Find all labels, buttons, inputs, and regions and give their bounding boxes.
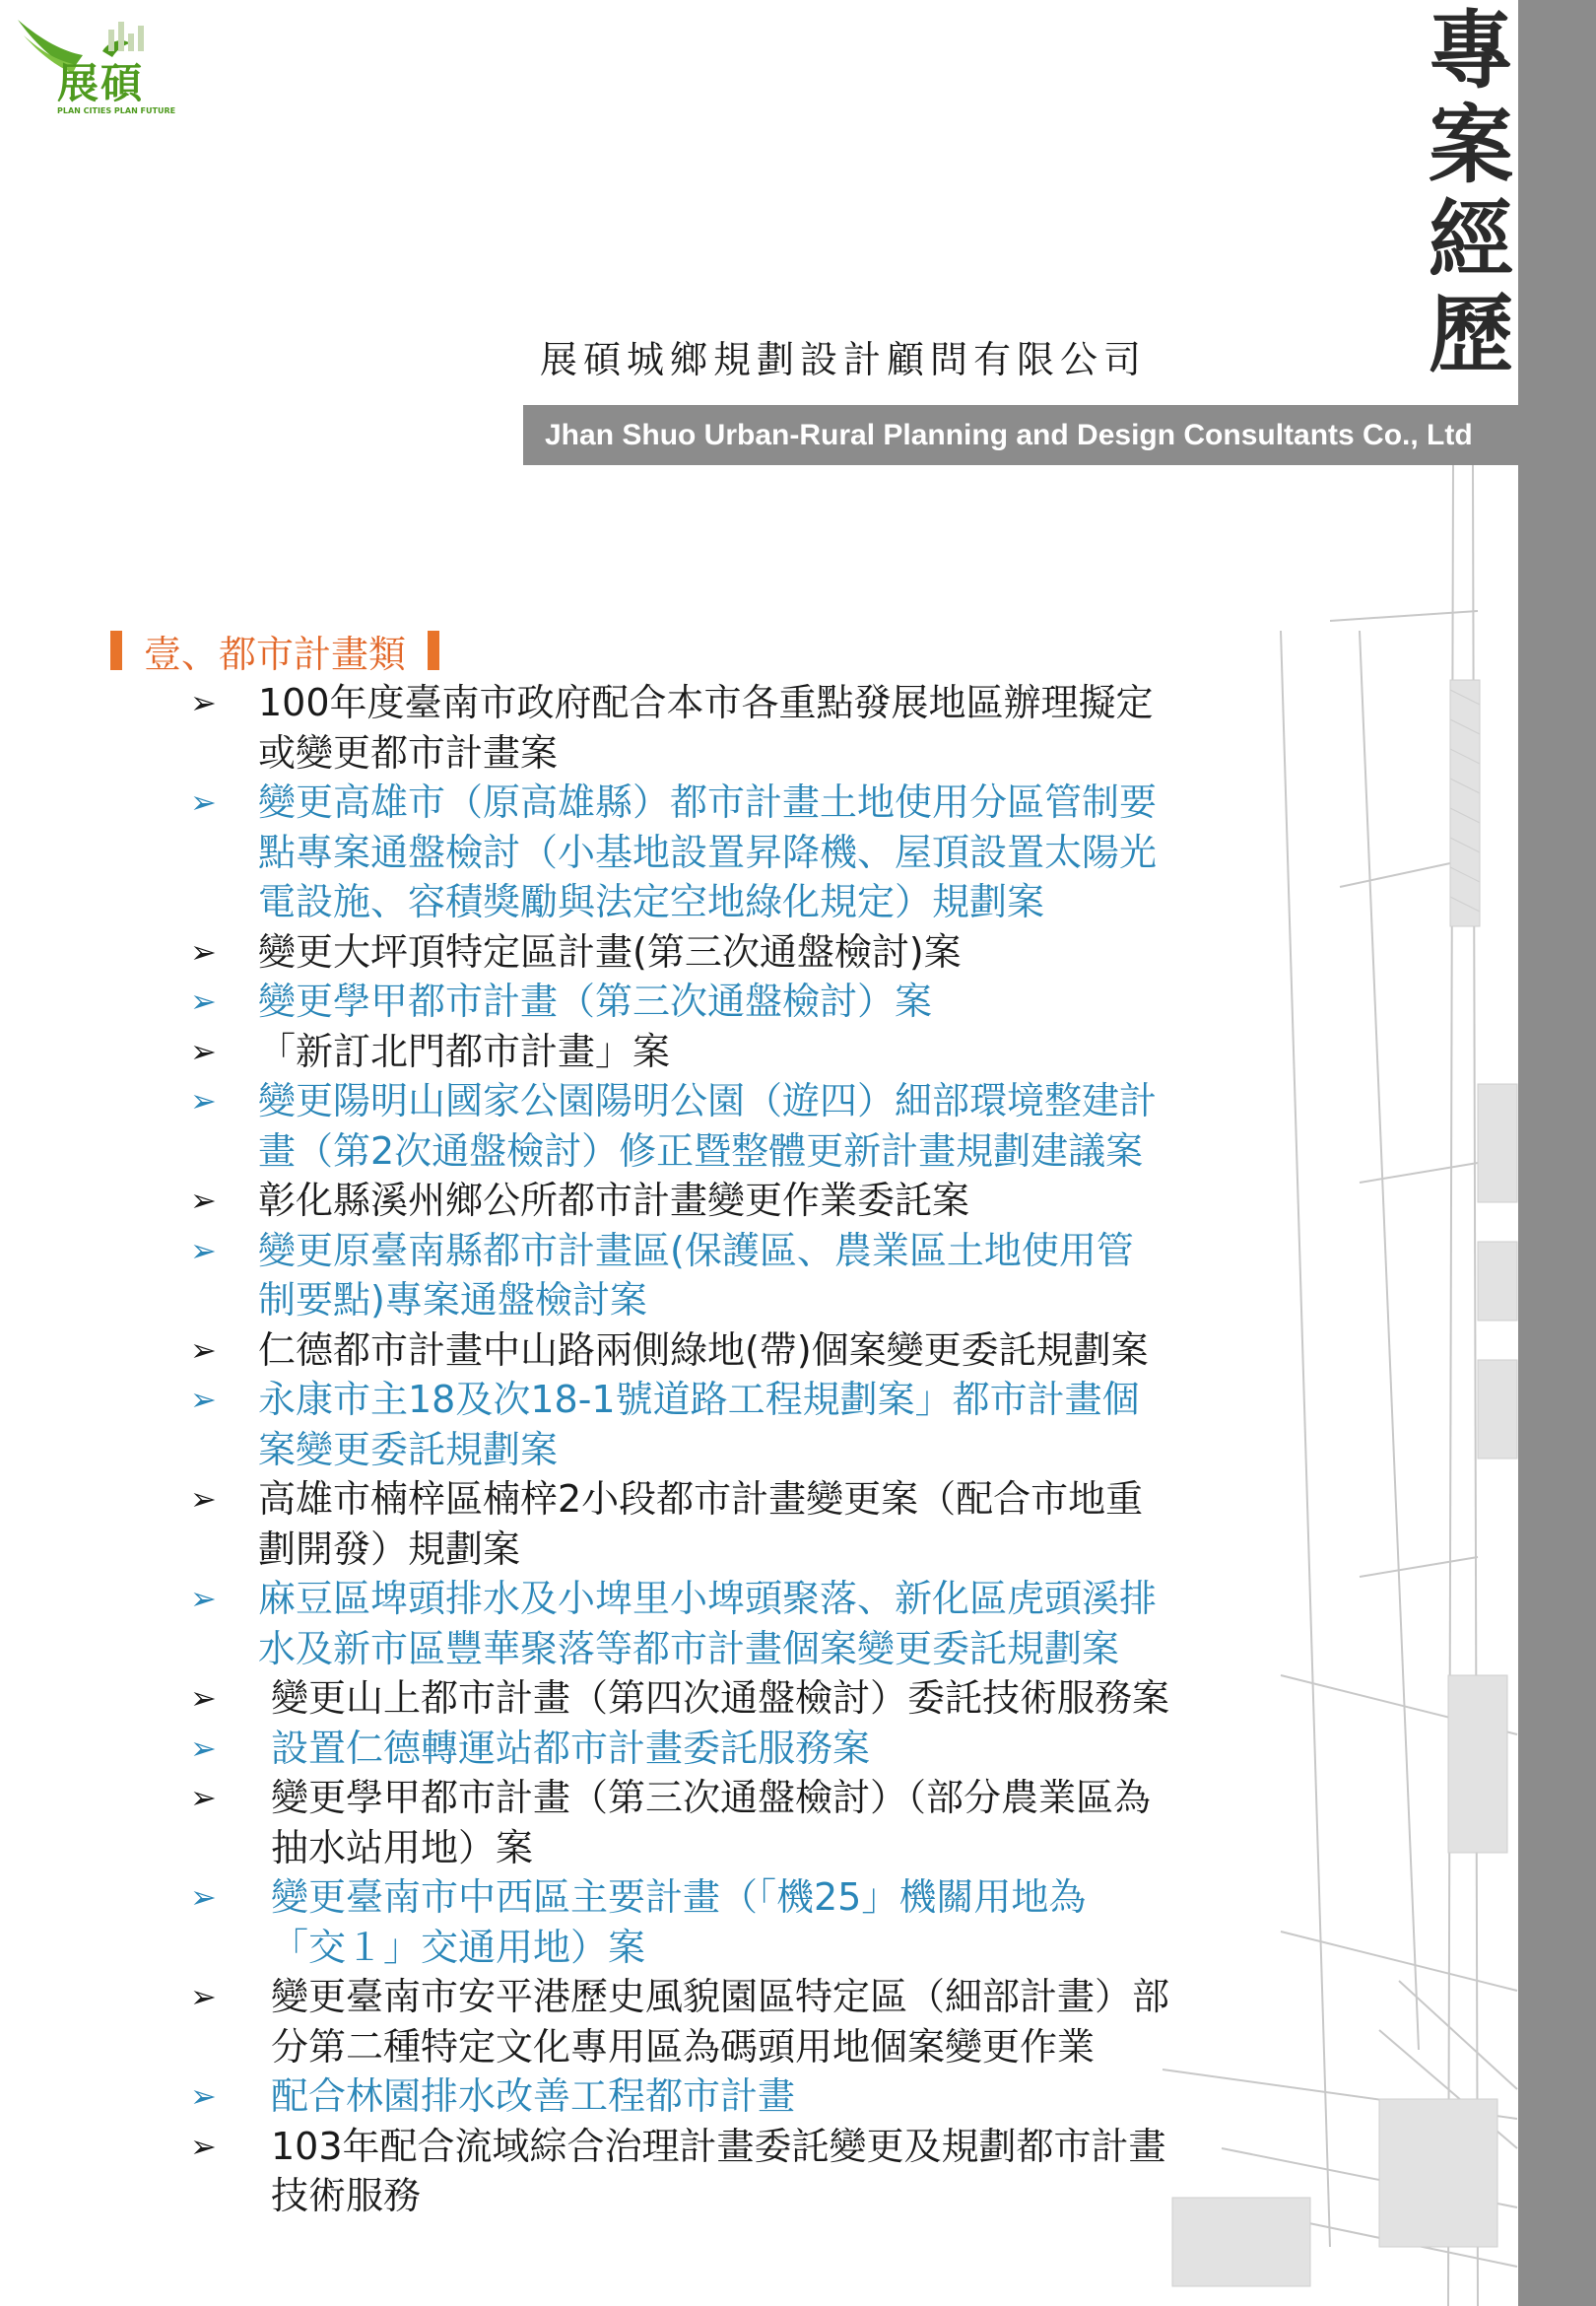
bullet-arrow-icon: ➢ bbox=[190, 983, 217, 1020]
bullet-arrow-icon: ➢ bbox=[190, 932, 217, 971]
logo-text: 展碩 bbox=[57, 59, 145, 107]
section-title: 壹、都市計畫類 bbox=[144, 632, 407, 676]
project-item-line: 變更臺南市中西區主要計畫（「機25」機關用地為 bbox=[271, 1875, 1087, 1919]
project-item bbox=[271, 2122, 1166, 2221]
company-name-en: Jhan Shuo Urban-Rural Planning and Design Consultants Co., Ltd bbox=[545, 419, 1473, 451]
vertical-title-char: 案 bbox=[1429, 96, 1513, 195]
bullet-arrow-icon: ➢ bbox=[190, 1580, 217, 1617]
project-item-line: 畫（第2次通盤檢討）修正暨整體更新計畫規劃建議案 bbox=[258, 1128, 1144, 1173]
project-item-line: 或變更都市計畫案 bbox=[258, 730, 559, 775]
bullet-arrow-icon: ➢ bbox=[190, 1381, 217, 1418]
project-item bbox=[258, 1574, 1157, 1673]
bullet-arrow-icon: ➢ bbox=[190, 1878, 217, 1916]
project-item-line: 變更學甲都市計畫（第三次通盤檢討）（部分農業區為 bbox=[271, 1776, 1152, 1819]
project-item bbox=[258, 1226, 1134, 1325]
bullet-arrow-icon: ➢ bbox=[190, 2127, 217, 2165]
project-item-line: 技術服務 bbox=[271, 2174, 422, 2217]
project-item bbox=[258, 927, 962, 978]
project-item-line: 變更陽明山國家公園陽明公園（遊四）細部環境整建計 bbox=[258, 1079, 1158, 1122]
project-item-line: 電設施、容積獎勵與法定空地綠化規定）規劃案 bbox=[258, 880, 1045, 923]
project-item-line: 案變更委託規劃案 bbox=[258, 1427, 559, 1471]
project-item bbox=[258, 1027, 670, 1077]
vertical-title-char: 歷 bbox=[1429, 285, 1513, 384]
project-item-line: 麻豆區埤頭排水及小埤里小埤頭聚落、新化區虎頭溪排 bbox=[258, 1577, 1158, 1620]
project-item-line: 變更大坪頂特定區計畫(第三次通盤檢討)案 bbox=[258, 929, 962, 974]
bullet-arrow-icon: ➢ bbox=[190, 1978, 217, 2015]
project-item-line: 變更山上都市計畫（第四次通盤檢討）委託技術服務案 bbox=[271, 1676, 1170, 1720]
company-name-zh: 展碩城鄉規劃設計顧問有限公司 bbox=[540, 338, 1148, 381]
bullet-arrow-icon: ➢ bbox=[190, 2077, 217, 2115]
project-item-line: 100年度臺南市政府配合本市各重點發展地區辦理擬定 bbox=[258, 681, 1154, 724]
project-item-line: 點專案通盤檢討（小基地設置昇降機、屋頂設置太陽光 bbox=[258, 830, 1158, 874]
project-item-line: 「交１」交通用地）案 bbox=[271, 1925, 646, 1969]
project-item bbox=[271, 1872, 1086, 1972]
bullet-arrow-icon: ➢ bbox=[190, 1182, 217, 1219]
logo-tagline: PLAN CITIES PLAN FUTURE bbox=[57, 106, 176, 115]
project-item bbox=[271, 1773, 1151, 1872]
project-item-line: 抽水站用地）案 bbox=[271, 1825, 534, 1869]
project-item-line: 彰化縣溪州鄉公所都市計畫變更作業委託案 bbox=[258, 1179, 970, 1222]
bullet-arrow-icon: ➢ bbox=[190, 1679, 217, 1717]
project-item-line: 水及新市區豐華聚落等都市計畫個案變更委託規劃案 bbox=[258, 1626, 1120, 1670]
bullet-arrow-icon: ➢ bbox=[190, 1082, 217, 1119]
bullet-arrow-icon: ➢ bbox=[190, 684, 217, 721]
project-item bbox=[258, 977, 932, 1027]
project-item bbox=[271, 2071, 795, 2122]
project-item-line: 變更臺南市安平港歷史風貌園區特定區（細部計畫）部 bbox=[271, 1975, 1170, 2018]
project-item-line: 仁德都市計畫中山路兩側綠地(帶)個案變更委託規劃案 bbox=[258, 1327, 1149, 1372]
project-item bbox=[258, 1076, 1157, 1176]
project-item-line: 設置仁德轉運站都市計畫委託服務案 bbox=[271, 1726, 871, 1770]
project-item-line: 分第二種特定文化專用區為碼頭用地個案變更作業 bbox=[271, 2024, 1096, 2069]
bullet-arrow-icon: ➢ bbox=[190, 1231, 217, 1269]
project-item-line: 變更高雄市（原高雄縣）都市計畫土地使用分區管制要 bbox=[258, 780, 1158, 824]
project-item-line: 劃開發）規劃案 bbox=[258, 1526, 521, 1571]
project-item-line: 高雄市楠梓區楠梓2小段都市計畫變更案（配合市地重 bbox=[258, 1477, 1144, 1521]
project-item bbox=[258, 678, 1154, 778]
bullet-arrow-icon: ➢ bbox=[190, 1480, 217, 1518]
project-item bbox=[258, 778, 1157, 927]
bullet-arrow-icon: ➢ bbox=[190, 1330, 217, 1369]
bullet-arrow-icon: ➢ bbox=[190, 1779, 217, 1816]
project-item-line: 變更學甲都市計畫（第三次通盤檢討）案 bbox=[258, 980, 933, 1023]
vertical-title-char: 經 bbox=[1429, 190, 1513, 290]
project-item-line: 永康市主18及次18-1號道路工程規劃案」都市計畫個 bbox=[258, 1378, 1140, 1421]
vertical-title-char: 專 bbox=[1429, 1, 1513, 101]
project-item bbox=[258, 1176, 969, 1226]
project-item bbox=[271, 1673, 1169, 1724]
project-item bbox=[258, 1474, 1143, 1574]
bullet-arrow-icon: ➢ bbox=[190, 1729, 217, 1767]
project-item-line: 變更原臺南縣都市計畫區(保護區、農業區土地使用管 bbox=[258, 1228, 1134, 1272]
bullet-arrow-icon: ➢ bbox=[190, 1032, 217, 1070]
project-item-line: 「新訂北門都市計畫」案 bbox=[258, 1029, 671, 1073]
bullet-arrow-icon: ➢ bbox=[190, 783, 217, 821]
project-item-line: 103年配合流域綜合治理計畫委託變更及規劃都市計畫 bbox=[271, 2124, 1166, 2168]
project-item-line: 配合林園排水改善工程都市計畫 bbox=[271, 2074, 796, 2118]
project-item bbox=[271, 1724, 870, 1774]
project-item bbox=[258, 1375, 1140, 1474]
project-item bbox=[258, 1325, 1149, 1376]
project-item bbox=[271, 1972, 1169, 2071]
project-item-line: 制要點)專案通盤檢討案 bbox=[258, 1278, 647, 1322]
